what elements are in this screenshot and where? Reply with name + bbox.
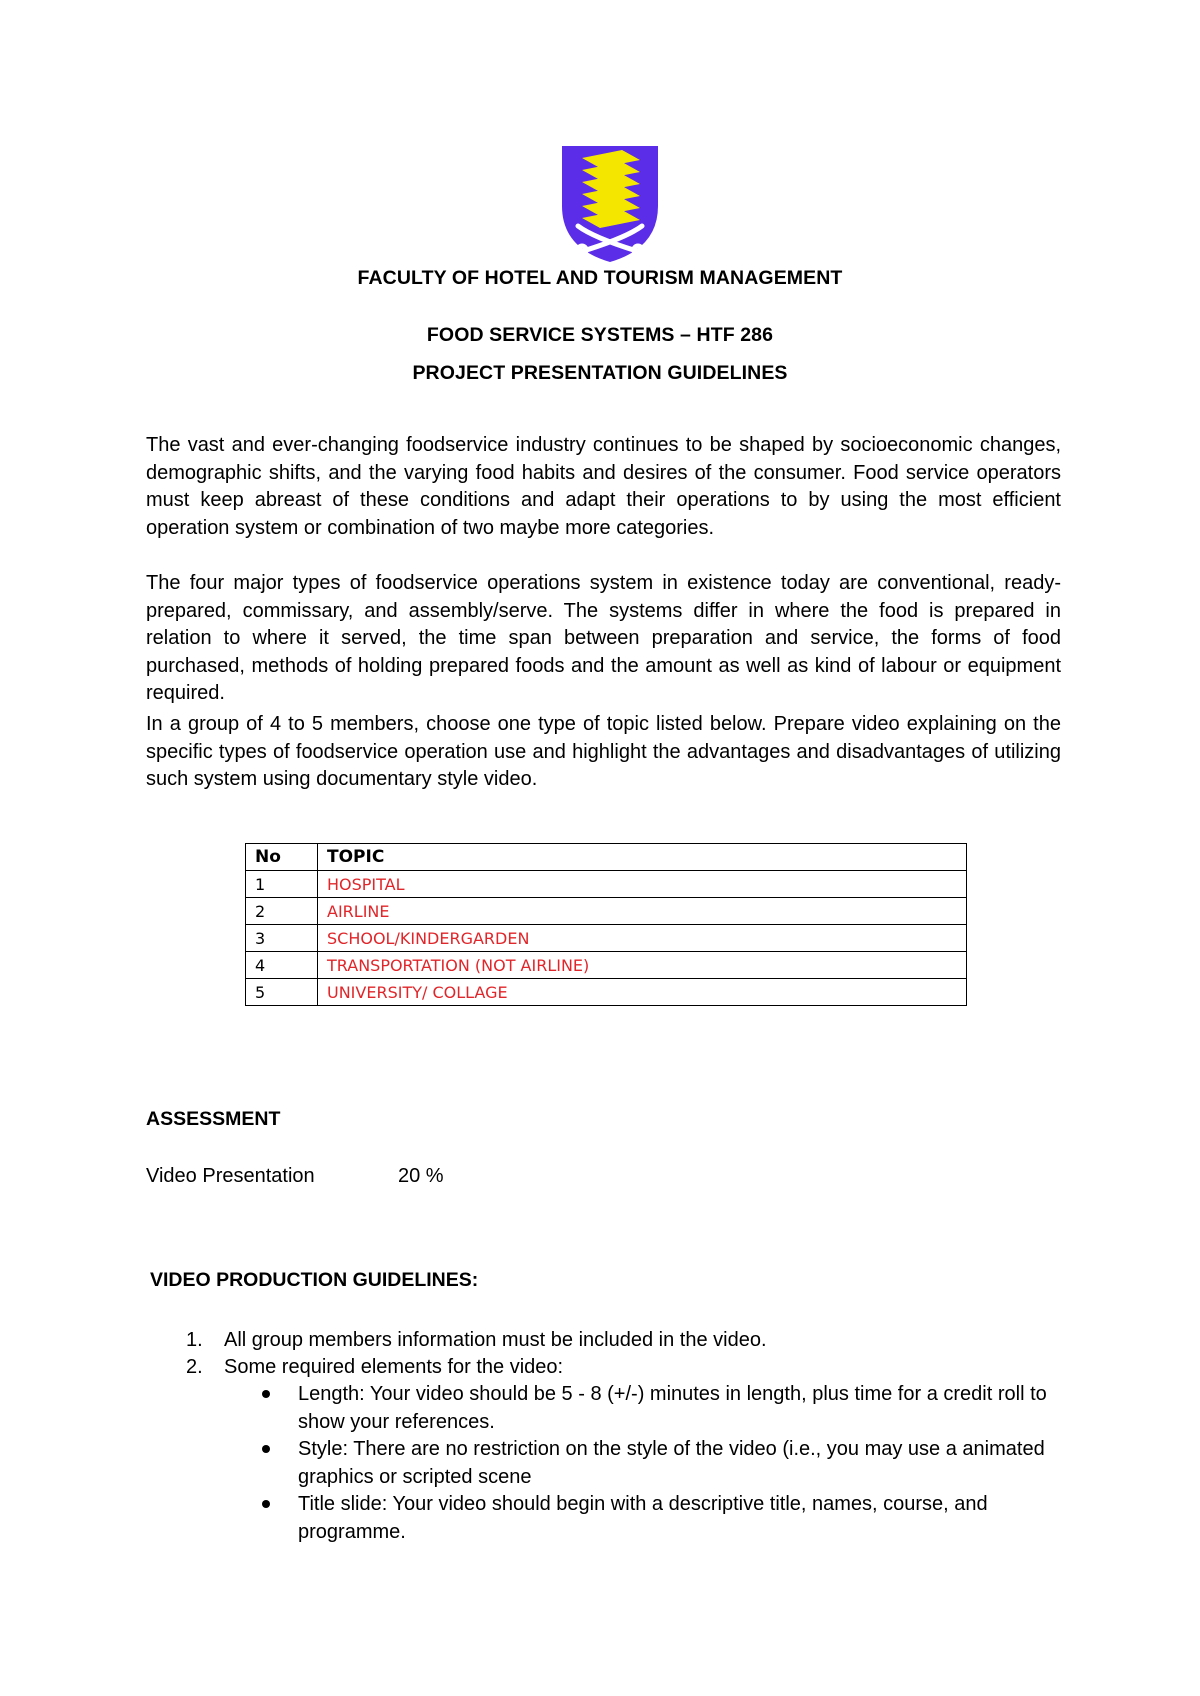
table-row: [246, 925, 967, 952]
bullet-icon: [262, 1390, 270, 1398]
bullet-item-title-slide: Title slide: Your video should begin with a descriptive title, names, course, and programme.: [298, 1493, 988, 1543]
topics-table: [245, 843, 967, 1006]
assessment-item-value: 20 %: [398, 1165, 444, 1187]
row-topic: UNIVERSITY/ COLLAGE: [318, 979, 967, 1006]
row-number: 2: [246, 898, 318, 925]
list-item-number: 1.: [186, 1329, 203, 1351]
assessment-item-label: Video Presentation: [146, 1165, 315, 1187]
faculty-title: FACULTY OF HOTEL AND TOURISM MANAGEMENT: [357, 267, 843, 289]
row-number: 5: [246, 979, 318, 1006]
table-row: [246, 871, 967, 898]
intro-paragraph-3: In a group of 4 to 5 members, choose one type of topic listed below. Prepare video explaining on the specific types of foodservice operation use and highlight the advantages and disadvantages of utilizing such system using documentary style video.: [146, 713, 1061, 790]
table-row: [246, 898, 967, 925]
table-row: [246, 952, 967, 979]
row-topic: HOSPITAL: [318, 871, 967, 898]
column-header-topic: TOPIC: [318, 844, 967, 871]
list-item: Some required elements for the video:: [224, 1356, 564, 1378]
assessment-heading: ASSESSMENT: [146, 1108, 281, 1130]
column-header-no: No: [246, 844, 318, 871]
row-topic: AIRLINE: [318, 898, 967, 925]
bullet-item-style: Style: There are no restriction on the style of the video (i.e., you may use a animated graphics or scripted scene: [298, 1438, 1045, 1488]
university-crest-logo: [560, 144, 660, 264]
bullet-icon: [262, 1445, 270, 1453]
document-title: PROJECT PRESENTATION GUIDELINES: [412, 362, 788, 384]
list-item-number: 2.: [186, 1356, 203, 1378]
row-topic: SCHOOL/KINDERGARDEN: [318, 925, 967, 952]
course-title: FOOD SERVICE SYSTEMS – HTF 286: [426, 324, 774, 346]
row-number: 3: [246, 925, 318, 952]
table-row: [246, 979, 967, 1006]
bullet-item-length: Length: Your video should be 5 - 8 (+/-) minutes in length, plus time for a credit roll to show your references.: [298, 1383, 1047, 1433]
row-topic: TRANSPORTATION (NOT AIRLINE): [318, 952, 967, 979]
intro-paragraph-1: The vast and ever-changing foodservice industry continues to be shaped by socioeconomic changes, demographic shifts, and the varying food habits and desires of the consumer. Food service operators must keep abreast of these conditions and adapt their operations to by using the most efficient operation system or combination of two maybe more categories.: [146, 434, 1061, 539]
table-header-row: [246, 844, 967, 871]
bullet-icon: [262, 1500, 270, 1508]
intro-paragraph-2: The four major types of foodservice operations system in existence today are conventional, ready- prepared, commissary, and assembly/serve. The systems differ in where the food is prepared in relation to where it served, the time span between preparation and service, the forms of food purchased, methods of holding prepared foods and the amount as well as kind of labour or equipment required.: [146, 572, 1061, 704]
row-number: 4: [246, 952, 318, 979]
list-item: All group members information must be included in the video.: [224, 1329, 767, 1351]
video-guidelines-heading: VIDEO PRODUCTION GUIDELINES:: [150, 1269, 479, 1291]
row-number: 1: [246, 871, 318, 898]
